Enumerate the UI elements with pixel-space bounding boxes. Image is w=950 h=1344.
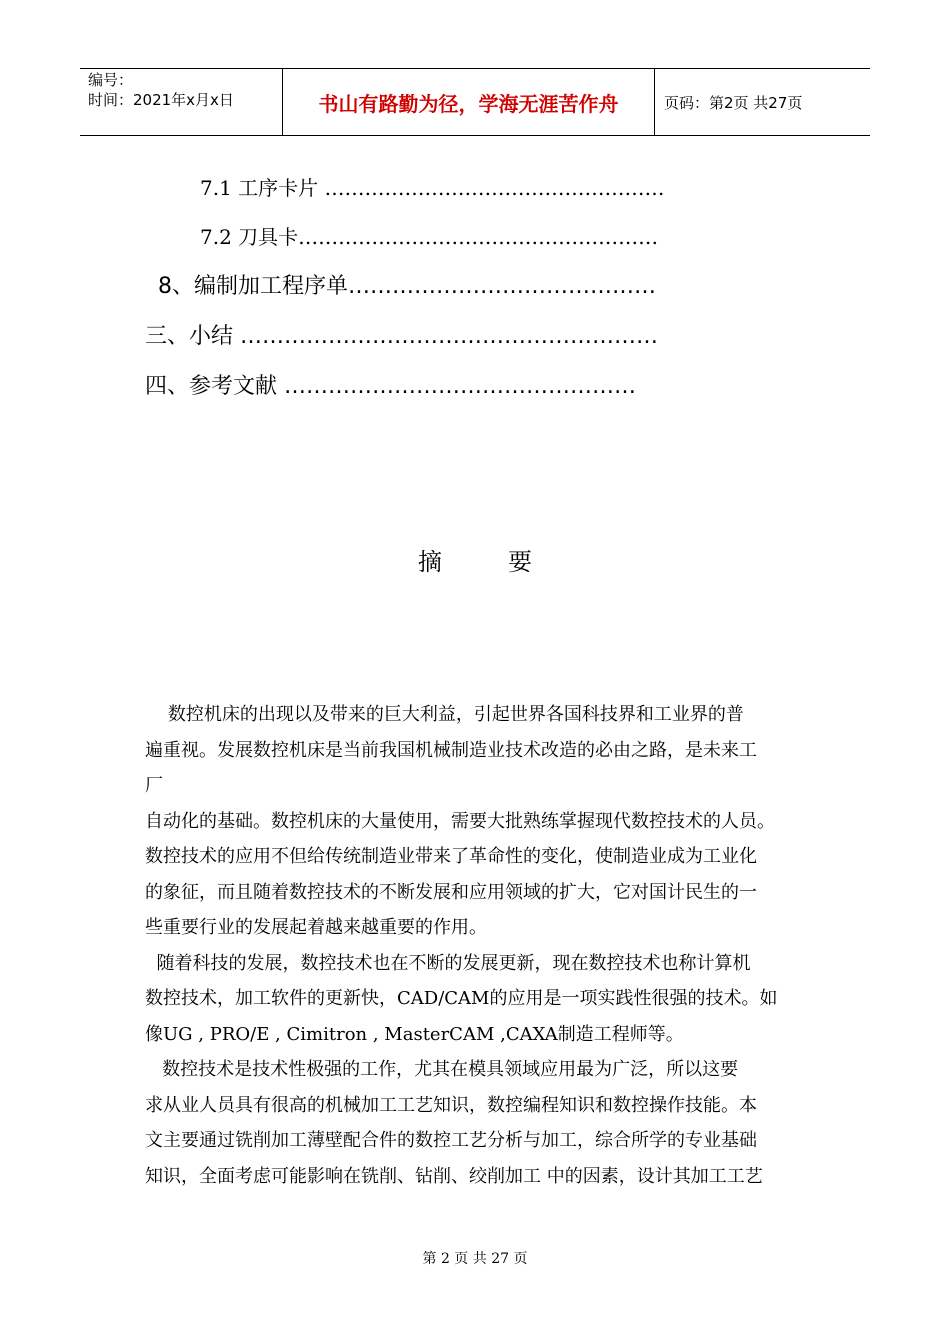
toc-item-summary bbox=[145, 319, 658, 350]
text-line: 随着科技的发展，数控技术也在不断的发展更新，现在数控技术也称计算机 bbox=[145, 952, 751, 974]
toc-item-leader: …………………………………………… bbox=[324, 176, 665, 200]
text-line: 像UG , PRO/E , Cimitron , MasterCAM ,CAXA制造工程师等。 bbox=[145, 1023, 684, 1045]
header-divider-right bbox=[654, 68, 655, 136]
toc-item-label: 三、小结 bbox=[145, 324, 240, 349]
text-line: 遍重视。发展数控机床是当前我国机械制造业技术改造的必由之路，是未来工 bbox=[145, 739, 757, 761]
toc-item-label: 四、参考文献 bbox=[145, 374, 284, 399]
abstract-title-char: 摘 bbox=[418, 548, 442, 576]
text-line: 厂 bbox=[145, 775, 163, 796]
text-line: 数控机床的出现以及带来的巨大利益，引起世界各国科技界和工业界的普 bbox=[145, 704, 744, 725]
toc-item-leader: …………………………………… bbox=[348, 274, 656, 299]
toc-item-references bbox=[145, 369, 636, 400]
text-line: 自动化的基础。数控机床的大量使用，需要大批熟练掌握现代数控技术的人员。 bbox=[145, 810, 775, 832]
header-number-label: 编号： bbox=[88, 71, 134, 89]
toc-item-leader: ……………………………………………… bbox=[298, 225, 659, 249]
toc-item-label: 8、编制加工程序单 bbox=[158, 274, 348, 299]
toc-item-leader: ………………………………………… bbox=[284, 374, 636, 399]
abstract-paragraph bbox=[145, 697, 815, 946]
text-line: 文主要通过铣削加工薄壁配合件的数控工艺分析与加工，综合所学的专业基础 bbox=[145, 1130, 757, 1151]
toc-item-7-1 bbox=[200, 172, 665, 201]
toc-item-8 bbox=[158, 269, 656, 300]
abstract-paragraph bbox=[145, 946, 815, 1053]
text-line: 知识，全面考虑可能影响在铣削、钻削、绞削加工 中的因素，设计其加工工艺 bbox=[145, 1165, 763, 1187]
text-line: 的象征，而且随着数控技术的不断发展和应用领域的扩大，它对国计民生的一 bbox=[145, 881, 757, 903]
header-meta bbox=[88, 70, 234, 110]
toc-item-label: 7.1 工序卡片 bbox=[200, 176, 325, 200]
toc-item-leader: ………………………………………………… bbox=[240, 324, 658, 349]
abstract-title-char: 要 bbox=[508, 548, 532, 576]
page-footer: 第 2 页 共 27 页 bbox=[422, 1251, 528, 1267]
text-line: 数控技术的应用不但给传统制造业带来了革命性的变化，使制造业成为工业化 bbox=[145, 846, 757, 867]
header-bottom-rule bbox=[80, 135, 870, 136]
abstract-paragraph bbox=[145, 1052, 815, 1194]
abstract-body bbox=[145, 697, 815, 1194]
header-page-info: 页码：第2页 共27页 bbox=[664, 94, 803, 112]
text-line: 求从业人员具有很高的机械加工工艺知识，数控编程知识和数控操作技能。本 bbox=[145, 1094, 757, 1116]
header-motto: 书山有路勤为径，学海无涯苦作舟 bbox=[318, 92, 619, 116]
text-line: 数控技术，加工软件的更新快，CAD/CAM的应用是一项实践性很强的技术。如 bbox=[145, 988, 778, 1009]
toc-item-7-2 bbox=[200, 221, 658, 250]
header-time-label: 时间：2021年x月x日 bbox=[88, 91, 234, 109]
text-line: 些重要行业的发展起着越来越重要的作用。 bbox=[145, 917, 487, 938]
header-top-rule bbox=[80, 68, 870, 69]
toc-item-label: 7.2 刀具卡 bbox=[200, 225, 299, 249]
text-line: 数控技术是技术性极强的工作，尤其在模具领域应用最为广泛，所以这要 bbox=[145, 1059, 739, 1080]
abstract-title bbox=[0, 542, 950, 577]
